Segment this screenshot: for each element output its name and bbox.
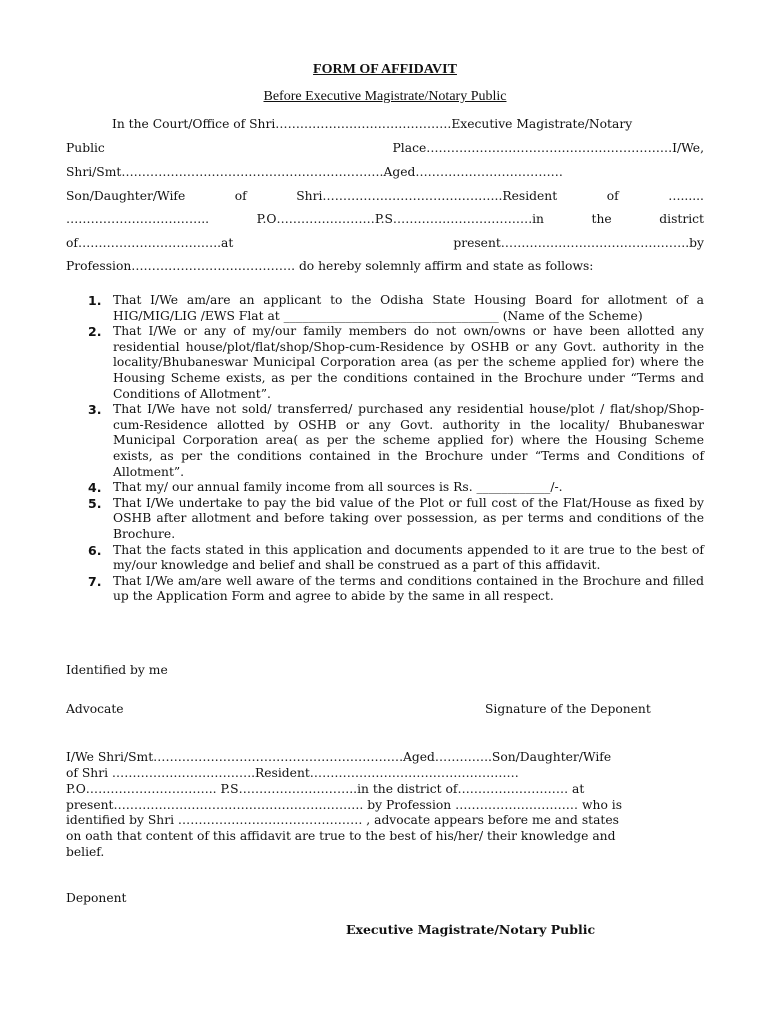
intro-line-2 (66, 140, 704, 156)
advocate-label: Advocate (66, 702, 124, 716)
verification-line: P.O………………………….. P.S………………………..in the district of……………………… at (66, 782, 585, 796)
deponent-signature-label: Signature of the Deponent (485, 702, 651, 716)
statement-text: That I/We undertake to pay the bid value of the Plot or full cost of the Flat/House as fixed by OSHB after allotment and before taking over possession, as per terms and conditions of the Brochure. (113, 495, 704, 541)
verification-line: belief. (66, 845, 105, 859)
statement-number: 5. (88, 495, 102, 511)
affidavit-statements (80, 293, 704, 605)
intro-text: Shri/Smt……………………………………………………….Aged……………………………… (66, 165, 563, 179)
statement-number: 2. (88, 324, 102, 340)
statement-number: 3. (88, 402, 102, 418)
statement-number: 1. (88, 293, 102, 308)
intro-text: of (606, 189, 619, 203)
statement-item (80, 543, 704, 574)
statement-text: That I/We have not sold/ transferred/ purchased any residential house/plot / flat/shop/Shop-cum-Residence allotted by OSHB or any Govt. authority in the locality/ Bhubaneswar Municipal Corporation area( as per the scheme applied for) where the Housing Scheme exists, as per the conditions contained in the Brochure under “Terms and Conditions of Allotment”. (113, 402, 704, 479)
statement-number: 7. (88, 573, 102, 589)
intro-text: P.O……………………P.S…………………………….in (256, 212, 544, 226)
intro-text: present……………………………………….by (453, 236, 704, 250)
deponent-label: Deponent (66, 891, 127, 905)
verification-line: on oath that content of this affidavit are true to the best of his/her/ their knowledge and (66, 829, 616, 843)
identified-by-label: Identified by me (66, 663, 168, 677)
intro-line-5 (66, 211, 704, 227)
document-title: FORM OF AFFIDAVIT (313, 62, 457, 77)
verification-line: present……………………………………………………. by Profession ………………………… who is (66, 798, 623, 812)
statement-text: That my/ our annual family income from all sources is Rs. ____________/-. (113, 480, 563, 495)
intro-text: Profession…………………………………. do hereby solemnly affirm and state as follows: (66, 259, 594, 273)
intro-text: Place……………………………………………………I/We, (392, 141, 704, 155)
statement-text: That I/We am/are well aware of the terms and conditions contained in the Brochure and filled up the Application Form and agree to abide by the same in all respect. (113, 573, 704, 604)
statement-item (80, 293, 704, 324)
intro-line-1 (66, 116, 704, 132)
statement-number: 6. (88, 542, 102, 558)
statement-item (80, 402, 704, 480)
statement-text: That the facts stated in this application and documents appended to it are true to the best of my/our knowledge and belief and shall be construed as a part of this affidavit. (113, 542, 704, 573)
statement-item (80, 480, 704, 496)
statement-text: That I/We or any of my/our family members do not own/owns or have been allotted any residential house/plot/flat/shop/Shop-cum-Residence by OSHB or any Govt. authority in the locality/Bhubaneswar Municipal Corporation area (as per the scheme applied for) where the Housing Scheme exists, as per the conditions contained in the Brochure under “Terms and Conditions of Allotment”. (113, 324, 704, 401)
intro-line-3 (66, 164, 704, 180)
intro-line-4 (66, 188, 704, 204)
statement-item (80, 324, 704, 402)
verification-line: of Shri ……………………………..Resident…………………………………………… (66, 766, 519, 780)
intro-text: the (591, 212, 612, 226)
intro-line-7 (66, 258, 704, 274)
executive-magistrate-label: Executive Magistrate/Notary Public (346, 922, 596, 937)
document-subtitle: Before Executive Magistrate/Notary Public (263, 89, 507, 104)
statement-number: 4. (88, 480, 102, 496)
intro-line-6 (66, 235, 704, 251)
intro-text: …………………………….. (66, 212, 210, 226)
intro-text: of (234, 189, 247, 203)
intro-text: of……………………………..at (66, 236, 234, 250)
intro-text: Public (66, 141, 105, 155)
intro-text: Shri……………………………………..Resident (296, 189, 558, 203)
statement-item (80, 574, 704, 605)
statement-item (80, 496, 704, 543)
intro-text: In the Court/Office of Shri…………………………………….Executive Magistrate/Notary (112, 117, 633, 131)
verification-line: I/We Shri/Smt…………………………………………………….Aged…………..Son/Daughter/Wife (66, 750, 612, 764)
intro-text: district (659, 212, 704, 226)
statement-text: That I/We am/are an applicant to the Odisha State Housing Board for allotment of a HIG/MIG/LIG /EWS Flat at ___________________________________ (Name of the Scheme) (113, 293, 704, 323)
intro-text: …...... (668, 189, 704, 203)
verification-line: identified by Shri ……………………………………… , advocate appears before me and states (66, 813, 619, 827)
intro-text: Son/Daughter/Wife (66, 189, 186, 203)
